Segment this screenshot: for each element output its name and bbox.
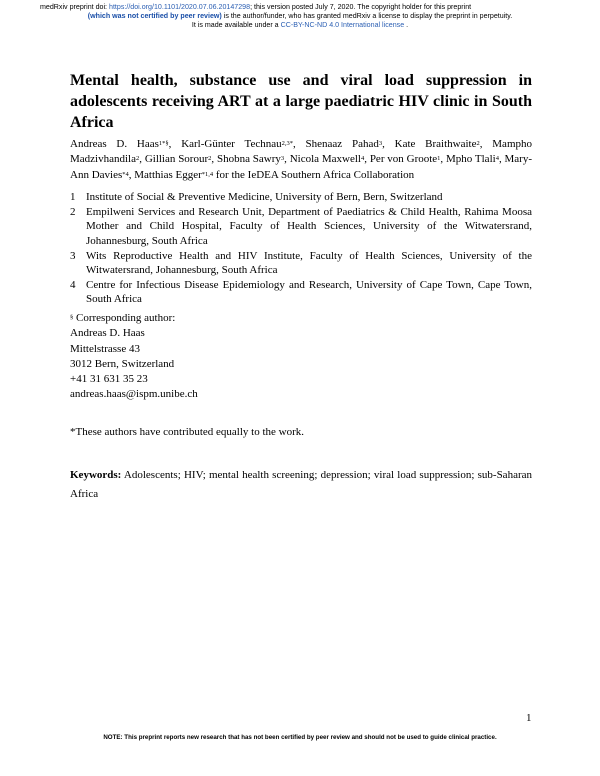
- author-separator: ,: [440, 153, 446, 166]
- keywords-label: Keywords:: [70, 469, 122, 481]
- author-affiliation-marker: *4: [122, 170, 129, 178]
- affiliation-item: [70, 278, 532, 306]
- author-name: Gillian Sorour: [144, 153, 209, 166]
- corresponding-author-name: Andreas D. Haas: [70, 327, 145, 340]
- affiliation-number: 3: [70, 249, 76, 262]
- author-affiliation-marker: 3: [378, 140, 383, 147]
- author: [306, 138, 395, 150]
- collaboration-name: for the IeDEA Southern Africa Collaboration: [215, 168, 415, 181]
- author-separator: ,: [139, 153, 145, 166]
- affiliation-text: Wits Reproductive Health and HIV Institute, Faculty of Health Sciences, University of the Witwatersrand, Johannesburg, South Africa: [86, 249, 532, 277]
- author-list: [70, 137, 532, 183]
- corresponding-author-email[interactable]: andreas.haas@ispm.unibe.ch: [70, 388, 198, 401]
- corresponding-author-phone: +41 31 631 35 23: [70, 373, 148, 386]
- author-name: Karl-Günter Technau: [181, 138, 282, 150]
- author-separator: ,: [128, 168, 135, 181]
- author: [217, 153, 290, 165]
- affiliation-number: 1: [70, 191, 76, 203]
- author-affiliation-marker: *1,4: [201, 170, 214, 178]
- banner-peer-review-note: (which was not certified by peer review): [87, 12, 222, 20]
- author-name: Shenaaz Pahad: [305, 138, 379, 150]
- author-separator: ,: [168, 138, 182, 150]
- paper-title: Mental health, substance use and viral load suppression in adolescents receiving ART at a large paediatric HIV clinic in South Africa: [70, 72, 532, 131]
- author-separator: ,: [211, 153, 217, 166]
- page-number: 1: [526, 712, 532, 724]
- affiliation-item: [70, 190, 532, 204]
- author: [395, 138, 493, 150]
- author-name: Mpho Tlali: [446, 153, 496, 166]
- author: [181, 138, 305, 150]
- banner-line-2: [40, 12, 560, 21]
- banner-license-note: is the author/funder, who has granted medRxiv a license to display the preprint in perpetuity.: [221, 12, 513, 20]
- affiliation-list: [70, 190, 532, 307]
- author-name: Matthias Egger: [134, 168, 202, 181]
- banner-prefix: medRxiv preprint doi:: [40, 3, 109, 11]
- author-name: Andreas D. Haas: [70, 138, 159, 150]
- affiliation-text: Institute of Social & Preventive Medicine, University of Bern, Bern, Switzerland: [86, 191, 443, 203]
- author-separator: ,: [293, 138, 306, 150]
- license-link[interactable]: CC-BY-NC-ND 4.0 International license: [280, 21, 405, 29]
- corresponding-author-city: 3012 Bern, Switzerland: [70, 357, 175, 370]
- section-mark: §: [70, 314, 74, 321]
- equal-contribution-note: *These authors have contributed equally to the work.: [70, 426, 304, 438]
- author-affiliation-marker: 4: [495, 155, 499, 163]
- author-separator: ,: [479, 138, 493, 150]
- author: [446, 153, 505, 165]
- affiliation-text: Empilweni Services and Research Unit, Department of Paediatrics & Child Health, Rahima Moosa Mother and Child Hospital, Faculty of Health Sciences, University of the Witwatersrand, Johannesburg, South Africa: [86, 206, 532, 247]
- affiliation-item: [70, 205, 532, 248]
- author-name: Mampho Madzivhandila: [70, 138, 533, 166]
- author-name: Shobna Sawry: [216, 153, 281, 166]
- keywords: [70, 466, 532, 504]
- banner-suffix: ; this version posted July 7, 2020. The copyright holder for this preprint: [250, 3, 472, 11]
- author-name: Nicola Maxwell: [289, 153, 361, 166]
- corresponding-author-label: § Corresponding author:: [70, 312, 176, 324]
- banner-line-3: [40, 21, 560, 30]
- author-affiliation-marker: 2: [208, 155, 212, 163]
- author-affiliation-marker: 3: [280, 155, 285, 163]
- banner-line-1: [40, 3, 560, 12]
- author-affiliation-marker: 2: [135, 155, 140, 163]
- keywords-text: Adolescents; HIV; mental health screening; depression; viral load suppression; sub-Saharan Africa: [70, 469, 532, 500]
- author-separator: ,: [498, 153, 505, 166]
- author-affiliation-marker: 4: [360, 155, 365, 163]
- affiliation-number: 2: [70, 206, 76, 219]
- banner-license-suffix: .: [404, 21, 409, 29]
- author: [70, 138, 181, 150]
- doi-link[interactable]: https://doi.org/10.1101/2020.07.06.20147298: [109, 3, 251, 11]
- banner-license-prefix: It is made available under a: [191, 21, 281, 29]
- author-name: Kate Braithwaite: [394, 138, 477, 150]
- affiliation-item: [70, 249, 532, 277]
- author-name: Per von Groote: [369, 153, 438, 166]
- author-name: Mary-Ann Davies: [70, 153, 533, 181]
- author-separator: ,: [364, 153, 370, 166]
- preprint-banner: [40, 3, 560, 30]
- affiliation-text: Centre for Infectious Disease Epidemiology and Research, University of Cape Town, Cape Town, South Africa: [86, 279, 532, 306]
- author-affiliation-marker: 2: [476, 140, 480, 147]
- affiliation-number: 4: [70, 279, 76, 292]
- author: [370, 153, 446, 165]
- author-affiliation-marker: 1*§: [158, 140, 169, 147]
- author-separator: ,: [284, 153, 290, 166]
- author: [134, 169, 216, 181]
- author: [290, 153, 370, 165]
- preprint-footer-note: NOTE: This preprint reports new research that has not been certified by peer review and should not be used to guide clinical practice.: [103, 734, 497, 741]
- author-affiliation-marker: 2,3*: [281, 140, 293, 147]
- corresponding-author-street: Mittelstrasse 43: [70, 342, 140, 355]
- author: [145, 153, 217, 165]
- author-affiliation-marker: 1: [437, 155, 441, 163]
- author-separator: ,: [382, 138, 395, 150]
- corresponding-author-block: [70, 311, 198, 403]
